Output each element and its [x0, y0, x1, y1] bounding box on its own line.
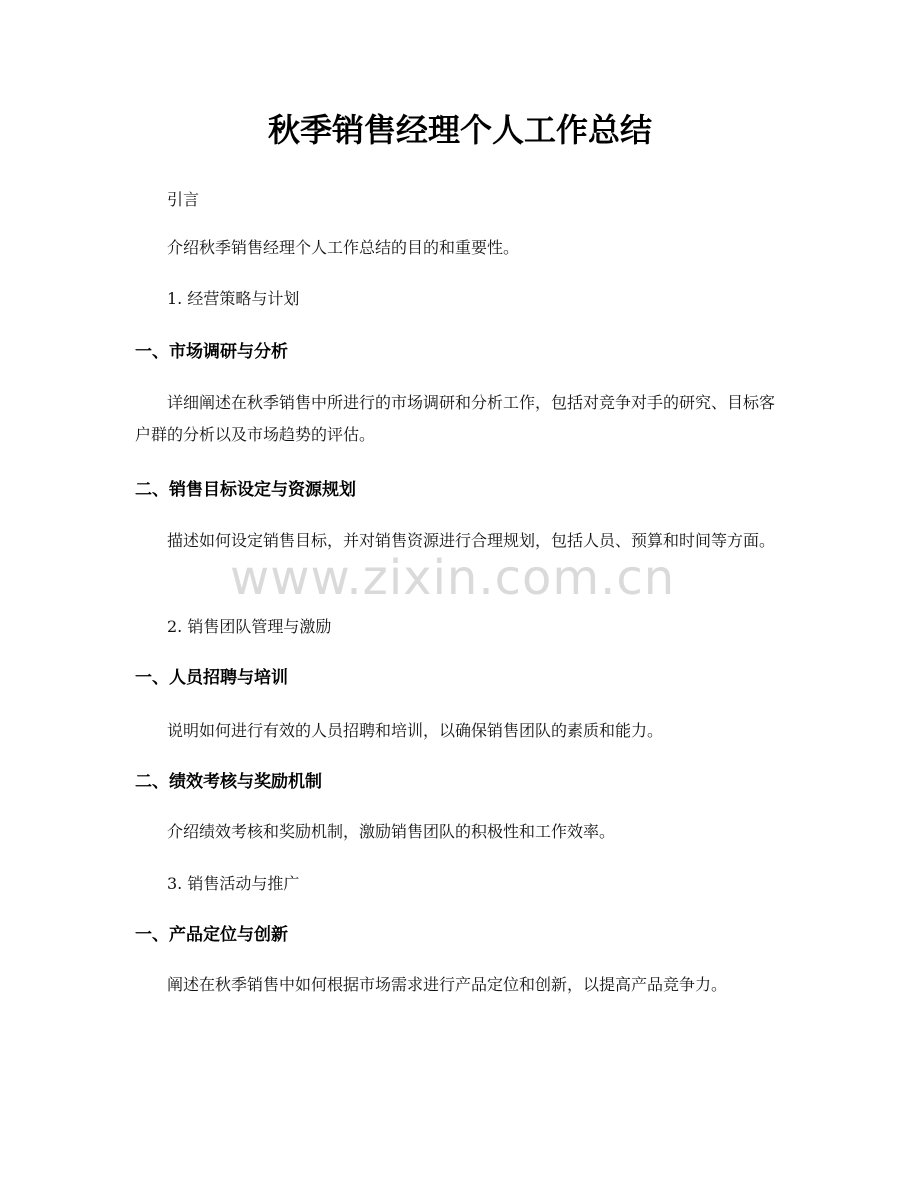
- heading-recruitment: 一、人员招聘与培训: [135, 668, 288, 688]
- watermark: www.zixin.com.cn: [230, 550, 676, 606]
- paragraph-intro-label: 引言: [167, 190, 200, 209]
- section-2-label: 2. 销售团队管理与激励: [167, 617, 332, 636]
- paragraph-sales-targets: 描述如何设定销售目标，并对销售资源进行合理规划，包括人员、预算和时间等方面。: [167, 531, 776, 550]
- document-title: 秋季销售经理个人工作总结: [267, 111, 652, 149]
- paragraph-intro-text: 介绍秋季销售经理个人工作总结的目的和重要性。: [167, 238, 520, 257]
- heading-product-positioning: 一、产品定位与创新: [135, 925, 288, 945]
- heading-performance: 二、绩效考核与奖励机制: [135, 772, 322, 792]
- heading-sales-targets: 二、销售目标设定与资源规划: [135, 480, 356, 500]
- paragraph-recruitment: 说明如何进行有效的人员招聘和培训，以确保销售团队的素质和能力。: [167, 721, 664, 740]
- paragraph-market-research: 详细阐述在秋季销售中所进行的市场调研和分析工作，包括对竞争对手的研究、目标客户群的分析以及市场趋势的评估。: [135, 393, 776, 444]
- section-3-label: 3. 销售活动与推广: [167, 874, 300, 893]
- section-1-label: 1. 经营策略与计划: [167, 289, 300, 308]
- heading-market-research: 一、市场调研与分析: [135, 342, 288, 362]
- paragraph-product-positioning: 阐述在秋季销售中如何根据市场需求进行产品定位和创新，以提高产品竞争力。: [167, 975, 728, 994]
- paragraph-performance: 介绍绩效考核和奖励机制，激励销售团队的积极性和工作效率。: [167, 822, 616, 841]
